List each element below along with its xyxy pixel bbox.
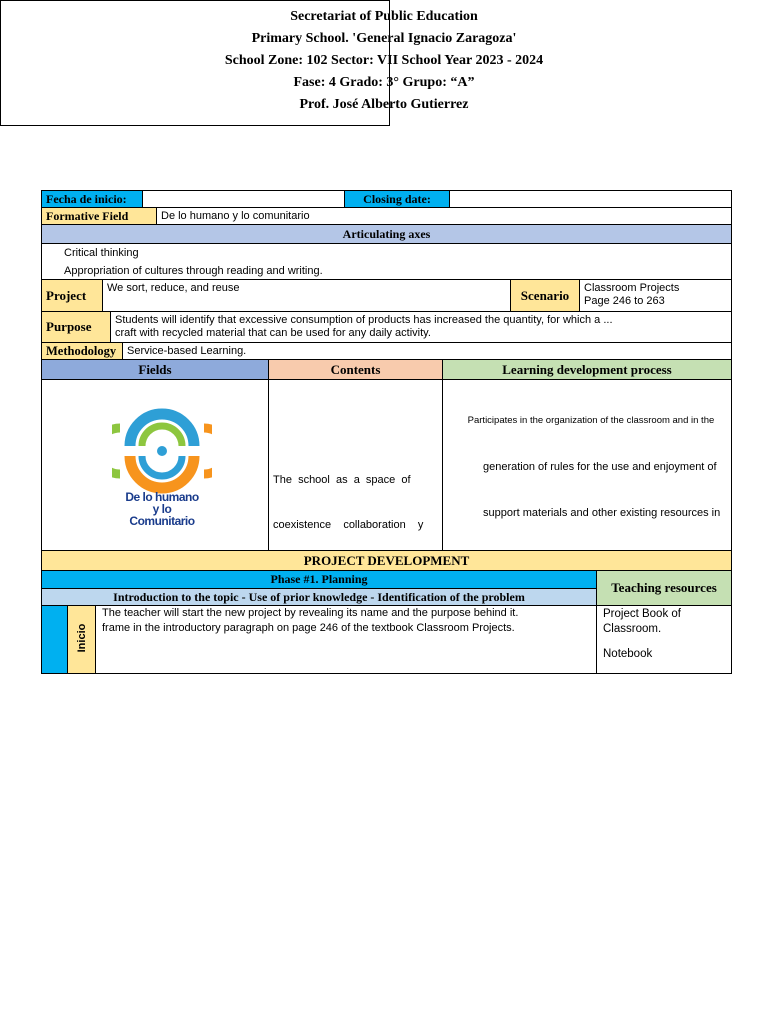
purpose-label: Purpose bbox=[41, 311, 111, 343]
ldp-item: Participates in the organization of the classroom and in the generation of rules for the use and enjoyment of support materials and other existing resources in bbox=[467, 415, 721, 519]
contents-cell bbox=[268, 379, 443, 551]
project-development-title: PROJECT DEVELOPMENT bbox=[41, 550, 732, 571]
contents-text: The school as a space of coexistence collaboration y bbox=[273, 474, 424, 531]
inicio-label-cell bbox=[67, 605, 96, 674]
start-date-value bbox=[142, 190, 345, 208]
ldp-cell bbox=[442, 379, 732, 551]
scenario-label: Scenario bbox=[510, 279, 580, 312]
logo-arc-top-inner-icon bbox=[142, 426, 182, 446]
inicio-label: Inicio bbox=[76, 623, 88, 653]
header-line-teacher: Prof. José Alberto Gutierrez bbox=[299, 97, 469, 112]
purpose-value: Students will identify that excessive consumption of products has increased the quantity, for which a ... craft with recycled material that can be used for any daily activity. bbox=[110, 311, 732, 343]
logo-arc-left-icon bbox=[112, 428, 120, 474]
header-line-grade: Fase: 4 Grado: 3° Grupo: “A” bbox=[293, 75, 475, 90]
logo-arc-right-icon bbox=[204, 428, 212, 474]
header-line-zone: School Zone: 102 Sector: VII School Year 2023 - 2024 bbox=[224, 53, 544, 68]
closing-date-label: Closing date: bbox=[344, 190, 450, 208]
fields-column-header: Fields bbox=[41, 359, 269, 380]
school-header bbox=[0, 0, 544, 126]
axis-item: Critical thinking bbox=[64, 247, 139, 259]
formative-field-value: De lo humano y lo comunitario bbox=[156, 207, 732, 225]
methodology-label: Methodology bbox=[41, 342, 123, 360]
scenario-value: Classroom Projects Page 246 to 263 bbox=[579, 279, 732, 312]
logo-text: De lo humano y lo Comunitario bbox=[125, 490, 199, 528]
logo-arc-bottom-inner-icon bbox=[142, 456, 182, 476]
fields-cell bbox=[41, 379, 269, 551]
axis-item: Appropriation of cultures through reading and writing. bbox=[64, 265, 323, 277]
teaching-resources-header: Teaching resources bbox=[596, 570, 732, 606]
phase-title: Phase #1. Planning bbox=[41, 570, 597, 589]
methodology-value: Service-based Learning. bbox=[122, 342, 732, 360]
header-line-school: Primary School. 'General Ignacio Zaragoza' bbox=[251, 31, 517, 46]
header-line-secretariat: Secretariat of Public Education bbox=[290, 9, 478, 24]
ldp-column-header: Learning development process bbox=[442, 359, 732, 380]
articulating-axes-list bbox=[41, 243, 732, 280]
inicio-body: The teacher will start the new project by revealing its name and the purpose behind it. frame in the introductory paragraph on page 246 of the textbook Classroom Projects. bbox=[95, 605, 597, 674]
logo-center-dot-icon bbox=[157, 446, 167, 456]
closing-date-value bbox=[449, 190, 732, 208]
project-label: Project bbox=[41, 279, 103, 312]
teaching-resources-list: Project Book of Classroom. Notebook bbox=[596, 605, 732, 674]
intro-subtitle: Introduction to the topic - Use of prior knowledge - Identification of the problem bbox=[41, 588, 597, 606]
formative-field-logo bbox=[112, 388, 212, 548]
start-date-label: Fecha de inicio: bbox=[41, 190, 143, 208]
project-value: We sort, reduce, and reuse bbox=[102, 279, 511, 312]
formative-field-label: Formative Field bbox=[41, 207, 157, 225]
contents-column-header: Contents bbox=[268, 359, 443, 380]
inicio-stripe bbox=[41, 605, 68, 674]
articulating-axes-title: Articulating axes bbox=[41, 224, 732, 244]
